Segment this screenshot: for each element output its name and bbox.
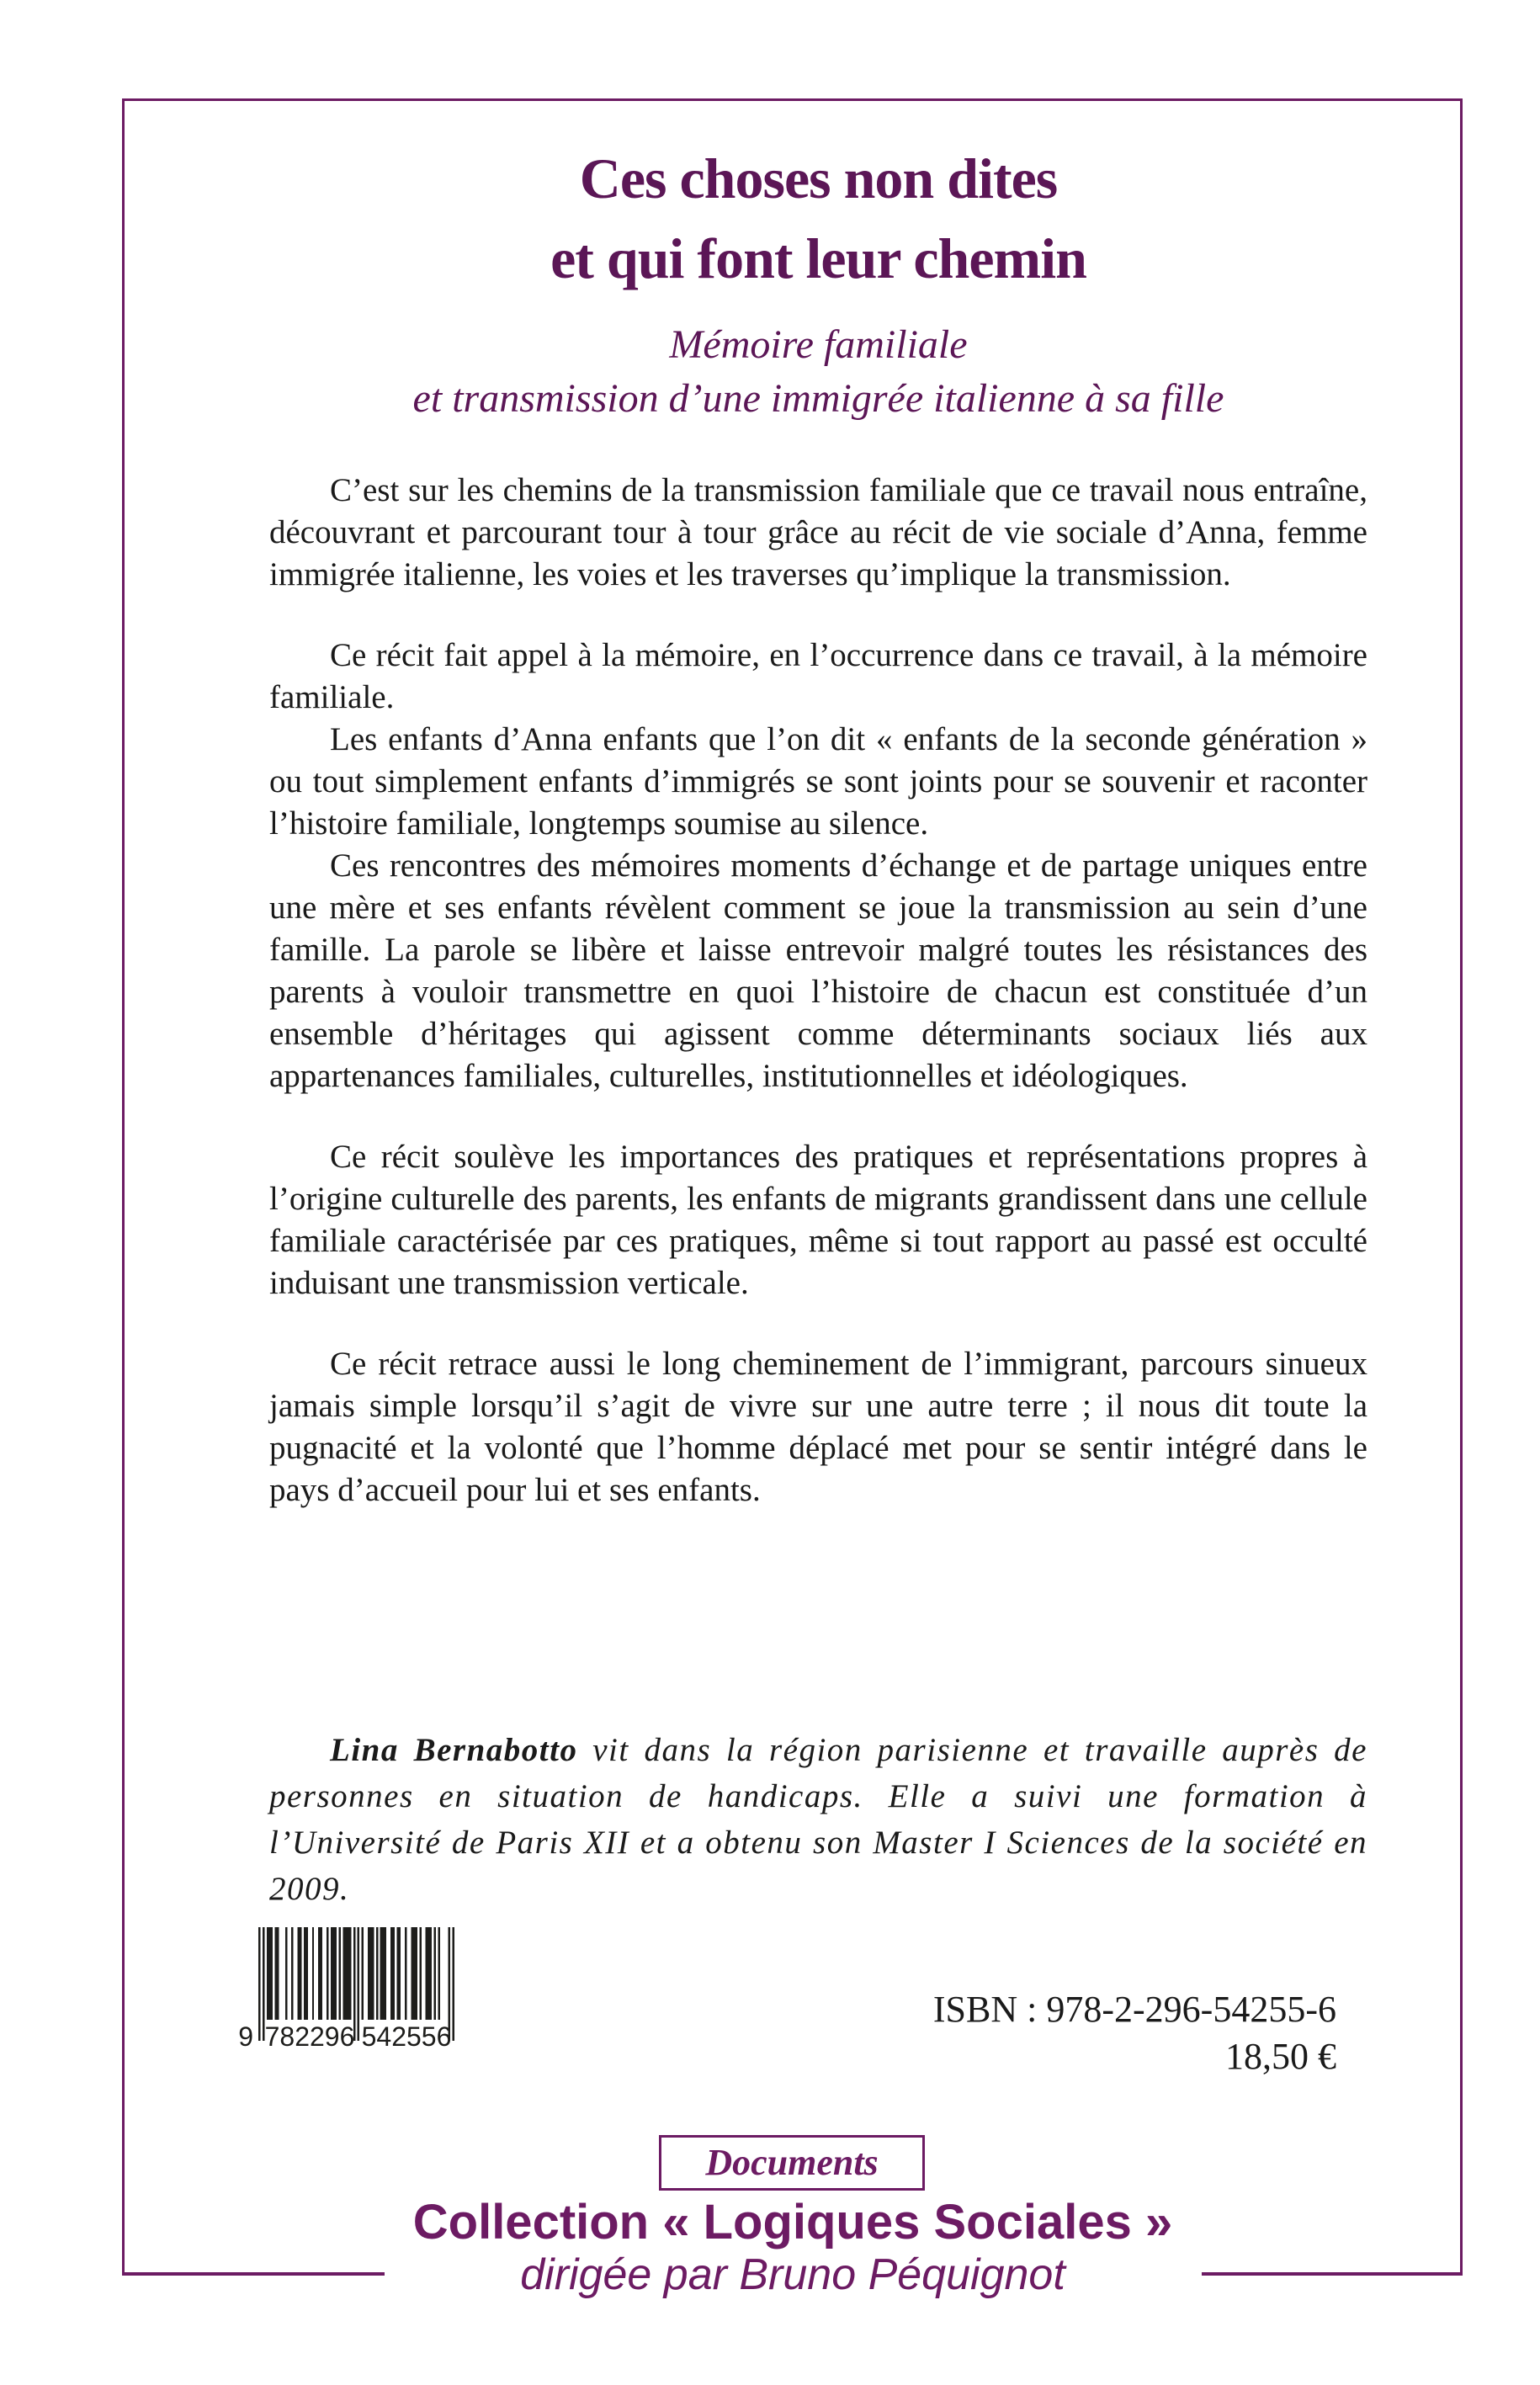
author-bio-paragraph [269, 1727, 1367, 1912]
collection-title: Collection « Logiques Sociales » [412, 2195, 1173, 2250]
barcode-lead-digit: 9 [238, 2021, 253, 2052]
summary-paragraph: C’est sur les chemins de la transmission familiale que ce travail nous entraîne, découvrant et parcourant tour à tour grâce au récit de vie sociale d’Anna, femme immigrée italienne, les voies et les traverses qu’implique la transmission. [269, 472, 1367, 592]
summary-paragraph: Ce récit retrace aussi le long cheminement de l’immigrant, parcours sinueux jamais simple lorsqu’il s’agit de vivre sur une autre terre ; il nous dit toute la pugnacité et la volonté que l’homme déplacé met pour se sentir intégré dans le pays d’accueil pour lui et ses enfants. [269, 1346, 1367, 1508]
frame-bottom-border-left [122, 2272, 385, 2276]
summary-paragraph: Ce récit soulève les importances des pratiques et représentations propres à l’origine culturelle des parents, les enfants de migrants grandissent dans une cellule familiale caractérisée par ces pratiques, même si tout rapport au passé est occulté induisant une transmission verticale. [269, 1139, 1367, 1301]
book-title-line1: Ces choses non dites [579, 146, 1058, 210]
price-text: 18,50 € [1225, 2036, 1336, 2077]
documents-badge-label: Documents [705, 2142, 879, 2183]
book-subtitle-line2: et transmission d’une immigrée italienne à sa fille [412, 376, 1224, 421]
summary-paragraph: Ce récit fait appel à la mémoire, en l’occurrence dans ce travail, à la mémoire familiale. [269, 637, 1367, 715]
back-cover-summary [269, 470, 1367, 1511]
collection-director: dirigée par Bruno Péquignot [520, 2250, 1065, 2299]
summary-paragraph: Ces rencontres des mémoires moments d’échange et de partage uniques entre une mère et ses enfants révèlent comment se joue la transmission au sein d’une famille. La parole se libère et laisse entrevoir malgré toutes les résistances des parents à vouloir transmettre en quoi l’histoire de chacun est constituée d’un ensemble d’héritages qui agissent comme déterminants sociaux liés aux appartenances familiales, culturelles, institutionnelles et idéologiques. [269, 847, 1367, 1094]
author-name: Lina Bernabotto [330, 1732, 578, 1768]
isbn-text: ISBN : 978-2-296-54255-6 [932, 1989, 1336, 2030]
book-subtitle [269, 318, 1367, 426]
frame-bottom-border-right [1202, 2272, 1463, 2276]
book-subtitle-line1: Mémoire familiale [669, 322, 968, 367]
author-bio [269, 1727, 1367, 1912]
barcode-digits-left: 782296 [264, 2021, 355, 2052]
author-bio-text: vit dans la région parisienne et travaille auprès de personnes en situation de handicaps. Elle a suivi une formation à l’Université de Paris XII et a obtenu son Master I Sciences de la société en 2009. [269, 1732, 1367, 1907]
ean13-barcode [238, 1927, 454, 2052]
barcode-digits-right: 542556 [361, 2021, 452, 2052]
summary-paragraph: Les enfants d’Anna enfants que l’on dit « enfants de la seconde génération » ou tout simplement enfants d’immigrés se sont joints pour se souvenir et raconter l’histoire familiale, longtemps soumise au silence. [269, 721, 1367, 842]
book-title-line2: et qui font leur chemin [550, 226, 1086, 290]
book-title [269, 139, 1367, 299]
documents-badge [659, 2135, 925, 2191]
